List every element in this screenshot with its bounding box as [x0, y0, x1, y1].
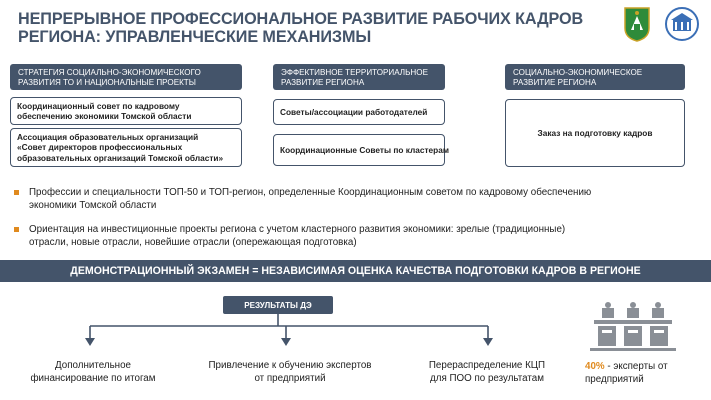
- results-label: РЕЗУЛЬТАТЫ ДЭ: [223, 296, 333, 314]
- expert-panel-icon: [588, 300, 678, 352]
- outcome-funding-line2: финансирование по итогам: [30, 372, 156, 384]
- directors-association-line2: «Совет директоров профессиональных: [17, 142, 183, 153]
- experts-text-line2: предприятий: [585, 373, 644, 385]
- bullet-1-line1: Профессии и специальности ТОП-50 и ТОП-регион, определенные Координационным советом по кадровому обеспечению: [29, 187, 592, 198]
- outcome-redistribution: [412, 360, 562, 385]
- demo-exam-banner: ДЕМОНСТРАЦИОННЫЙ ЭКЗАМЕН = НЕЗАВИСИМАЯ ОЦЕНКА КАЧЕСТВА ПОДГОТОВКИ КАДРОВ В РЕГИОНЕ: [0, 260, 711, 282]
- page-title-line2: РЕГИОНА: УПРАВЛЕНЧЕСКИЕ МЕХАНИЗМЫ: [18, 28, 372, 46]
- page-title-line1: НЕПРЕРЫВНОЕ ПРОФЕССИОНАЛЬНОЕ РАЗВИТИЕ РАБОЧИХ КАДРОВ: [18, 10, 584, 28]
- column-header-socioeconomic-line2: РАЗВИТИЕ РЕГИОНА: [513, 78, 597, 87]
- outcome-funding-line1: Дополнительное: [55, 360, 131, 371]
- outcome-redistribution-line1: Перераспределение КЦП: [428, 360, 546, 371]
- employers-councils-text: Советы/ассоциации работодателей: [280, 106, 428, 117]
- directors-association-line3: образовательных организаций Томской области»: [17, 152, 224, 163]
- directors-association-line1: Ассоциация образовательных организаций: [17, 132, 199, 143]
- experts-text-line1: - эксперты от: [607, 361, 668, 372]
- cluster-councils-text: Координационные Советы по кластерам: [280, 144, 449, 155]
- bullet-1-line2: экономики Томской области: [29, 200, 157, 211]
- column-header-strategy-line2: РАЗВИТИЯ ТО И НАЦИОНАЛЬНЫЕ ПРОЕКТЫ: [18, 78, 196, 87]
- bullet-2-line1: Ориентация на инвестиционные проекты региона с учетом кластерного развития экономики: зрелые (традиционные): [29, 224, 566, 235]
- outcome-experts-line2: от предприятий: [254, 372, 326, 384]
- coordination-council-line1: Координационный совет по кадровому: [17, 100, 180, 111]
- outcome-redistribution-line2: для ПОО по результатам: [430, 372, 544, 384]
- experts-percent: 40%: [585, 361, 605, 372]
- column-header-territorial-line2: РАЗВИТИЕ РЕГИОНА: [281, 78, 365, 87]
- column-header-territorial-line1: ЭФФЕКТИВНОЕ ТЕРРИТОРИАЛЬНОЕ: [281, 68, 428, 77]
- bullet-2-line2: отрасли, новые отрасли, новейшие отрасли (опережающая подготовка): [29, 237, 357, 248]
- outcome-experts-line1: Привлечение к обучению экспертов: [208, 360, 372, 371]
- coordination-council-line2: обеспечению экономики Томской области: [17, 111, 192, 121]
- column-header-socioeconomic-line1: СОЦИАЛЬНО-ЭКОНОМИЧЕСКОЕ: [513, 68, 643, 77]
- outcome-experts: [195, 360, 385, 385]
- training-order-text: Заказ на подготовку кадров: [537, 127, 653, 138]
- outcome-funding: [28, 360, 158, 385]
- experts-share: [585, 361, 705, 386]
- column-header-strategy-line1: СТРАТЕГИЯ СОЦИАЛЬНО-ЭКОНОМИЧЕСКОГО: [18, 68, 201, 77]
